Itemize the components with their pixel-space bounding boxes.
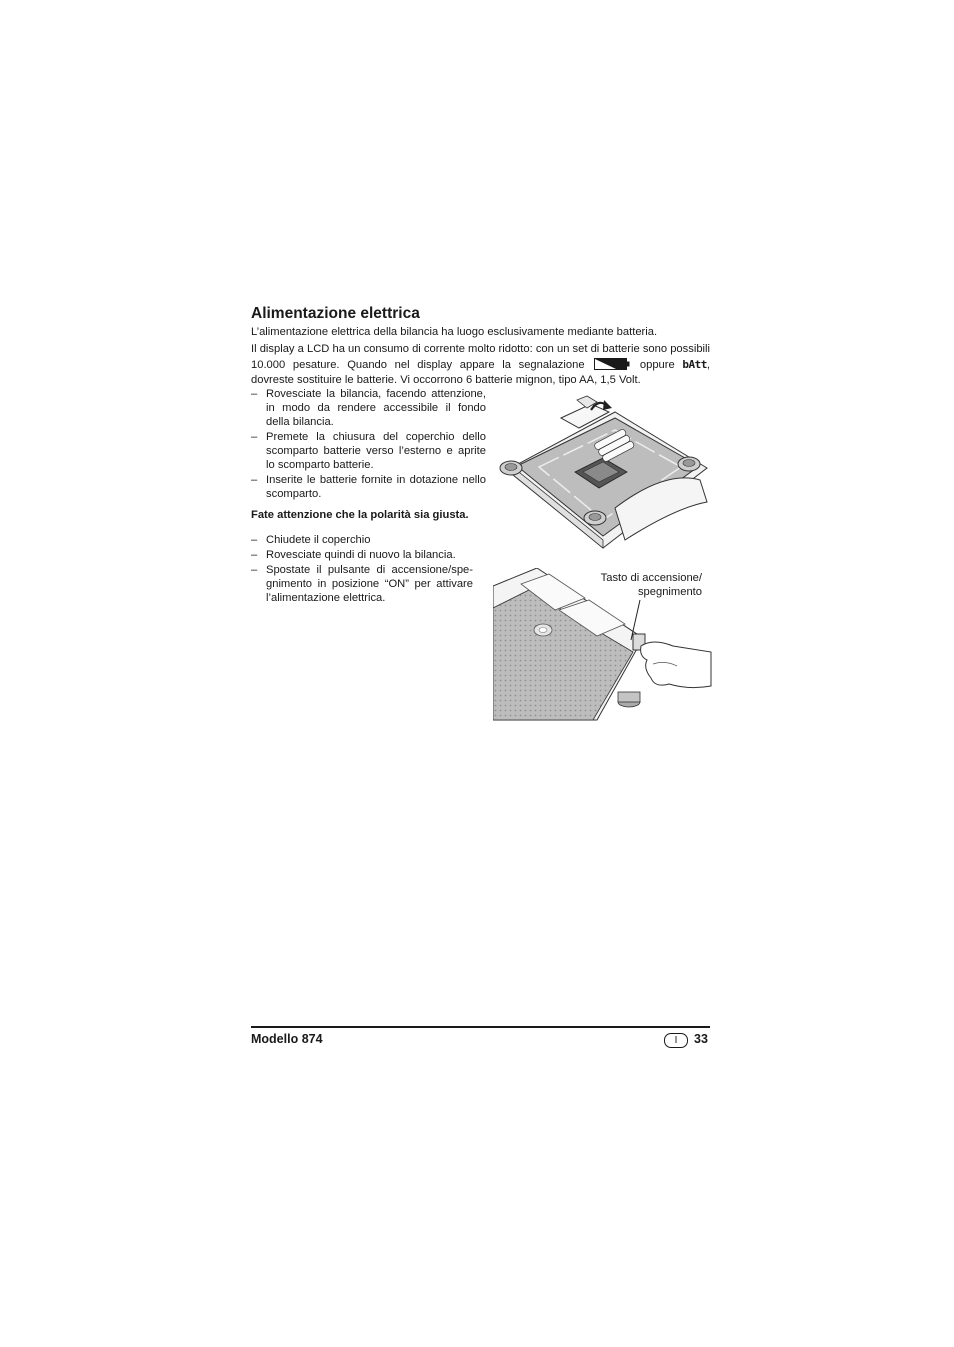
switch-callout-label xyxy=(560,571,702,599)
list-item: – Premete la chiusura del coperchio dello scomparto batterie verso l’esterno e aprite lo scomparto batterie. xyxy=(251,430,486,472)
display-text-2: oppure xyxy=(639,359,675,371)
polarity-warning: Fate attenzione che la polarità sia giusta. xyxy=(251,509,469,521)
lcd-batt-text: bAtt xyxy=(682,358,707,371)
display-text-3: , dovreste sostituire le batterie. Vi occorrono 6 batterie mignon, tipo AA, 1,5 Volt. xyxy=(251,359,711,386)
list-item: – Chiudete il coperchio xyxy=(251,533,473,547)
scale-bottom-illustration xyxy=(495,390,715,552)
steps-list-1 xyxy=(251,387,486,502)
steps-list-2 xyxy=(251,533,473,606)
callout-line-1: Tasto di accensione/ xyxy=(600,572,702,584)
display-text-1: Il display a LCD ha un consumo di corrente molto ridotto: con un set di batterie sono possibili 10.000 pesature. Quando nel display appare la segnalazione xyxy=(251,343,710,371)
intro-paragraph: L’alimentazione elettrica della bilancia ha luogo esclusivamente mediante batteria. xyxy=(251,326,658,338)
list-item: – Rovesciate quindi di nuovo la bilancia. xyxy=(251,548,473,562)
footer-model: Modello 874 xyxy=(251,1032,323,1046)
language-badge: I xyxy=(664,1033,688,1048)
callout-line-2: spegnimento xyxy=(637,586,702,598)
low-battery-icon xyxy=(594,358,630,370)
list-item: – Rovesciate la bilancia, facendo attenzione, in modo da rendere accessibile il fondo della bilancia. xyxy=(251,387,486,429)
list-item: – Inserite le batterie fornite in dotazione nello scomparto. xyxy=(251,473,486,501)
footer-divider xyxy=(251,1026,710,1028)
display-paragraph xyxy=(251,342,710,388)
section-title: Alimentazione elettrica xyxy=(251,305,420,322)
list-item: – Spostate il pulsante di accensione/spe-gnimento in posizione “ON” per attivare l’alimentazione elettrica. xyxy=(251,563,473,605)
page-number: 33 xyxy=(694,1032,708,1046)
